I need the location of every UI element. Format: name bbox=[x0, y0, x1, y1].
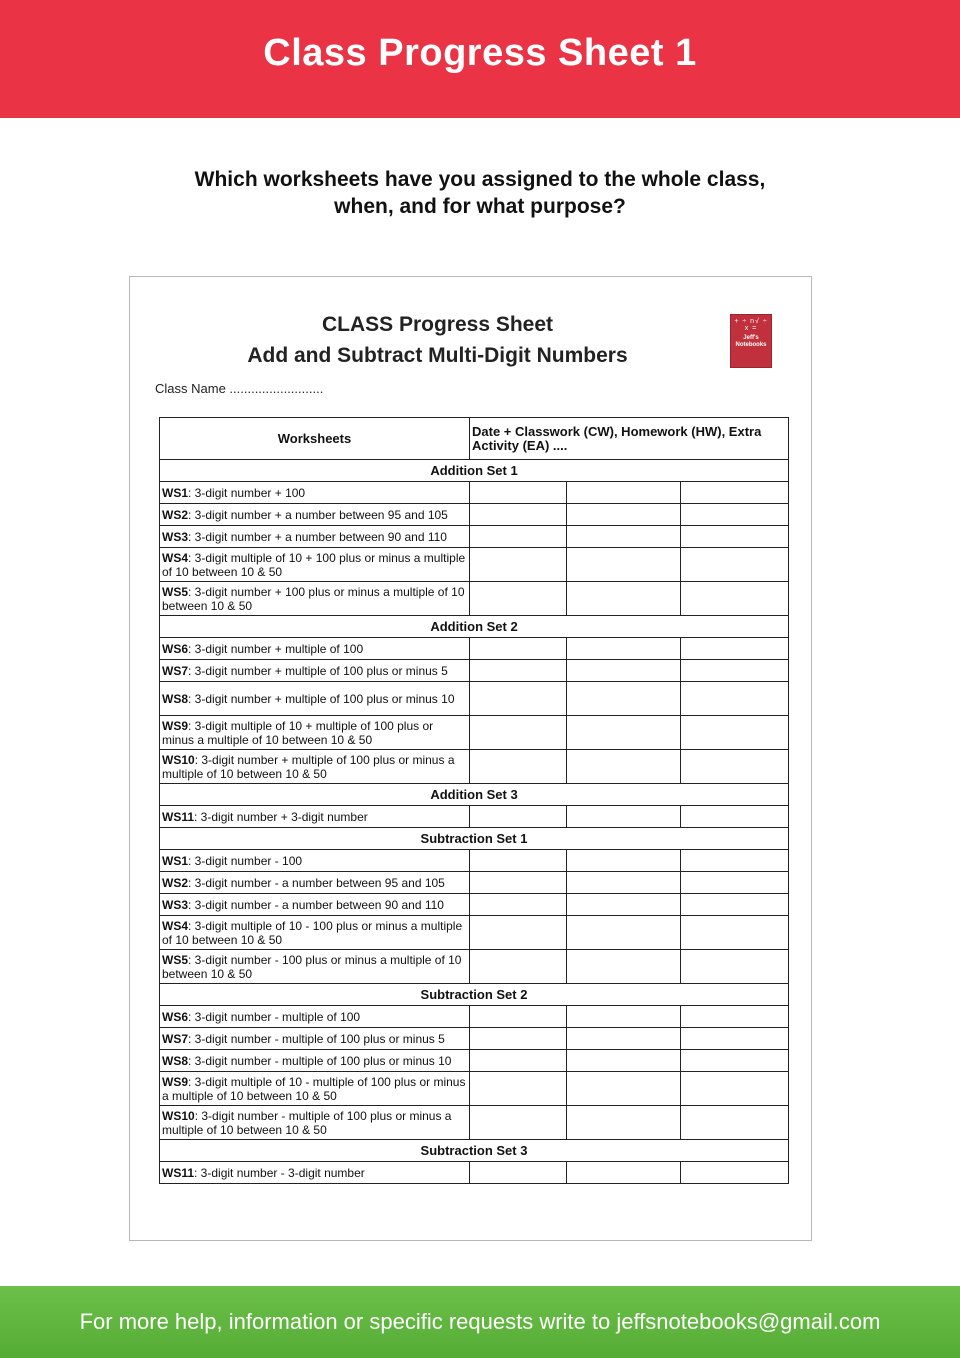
date-entry-cell[interactable] bbox=[567, 660, 681, 682]
worksheet-code: WS5 bbox=[162, 584, 189, 599]
worksheet-description bbox=[160, 1050, 470, 1072]
table-row bbox=[160, 526, 789, 548]
date-entry-cell[interactable] bbox=[681, 482, 789, 504]
date-entry-cell[interactable] bbox=[681, 1006, 789, 1028]
top-banner bbox=[0, 0, 960, 118]
date-entry-cell[interactable] bbox=[470, 950, 567, 984]
progress-sheet bbox=[129, 276, 812, 1241]
worksheets-column-header: Worksheets bbox=[160, 418, 470, 460]
section-header-row bbox=[160, 784, 789, 806]
date-entry-cell[interactable] bbox=[567, 1028, 681, 1050]
sheet-subtitle: Add and Subtract Multi-Digit Numbers bbox=[247, 344, 628, 367]
date-entry-cell[interactable] bbox=[681, 526, 789, 548]
date-entry-cell[interactable] bbox=[567, 1006, 681, 1028]
date-entry-cell[interactable] bbox=[470, 1106, 567, 1140]
page-title: Class Progress Sheet 1 bbox=[263, 31, 697, 74]
worksheet-description bbox=[160, 1006, 470, 1028]
date-entry-cell[interactable] bbox=[567, 548, 681, 582]
worksheet-code: WS4 bbox=[162, 550, 189, 565]
date-entry-cell[interactable] bbox=[681, 1162, 789, 1184]
date-entry-cell[interactable] bbox=[567, 894, 681, 916]
worksheet-description bbox=[160, 916, 470, 950]
worksheet-code: WS1 bbox=[162, 485, 189, 500]
question-line-2: when, and for what purpose? bbox=[334, 195, 626, 218]
date-entry-cell[interactable] bbox=[681, 1028, 789, 1050]
worksheet-description bbox=[160, 750, 470, 784]
date-entry-cell[interactable] bbox=[470, 682, 567, 716]
date-entry-cell[interactable] bbox=[681, 750, 789, 784]
date-entry-cell[interactable] bbox=[470, 850, 567, 872]
table-row bbox=[160, 1028, 789, 1050]
table-row bbox=[160, 660, 789, 682]
table-row bbox=[160, 716, 789, 750]
date-entry-cell[interactable] bbox=[567, 1072, 681, 1106]
date-entry-cell[interactable] bbox=[470, 1072, 567, 1106]
date-entry-cell[interactable] bbox=[681, 850, 789, 872]
date-entry-cell[interactable] bbox=[567, 716, 681, 750]
worksheet-code: WS2 bbox=[162, 875, 189, 890]
worksheet-code: WS10 bbox=[162, 1108, 195, 1123]
date-entry-cell[interactable] bbox=[470, 1050, 567, 1072]
worksheet-text: : 3-digit multiple of 10 + 100 plus or minus a multiple of 10 between 10 & 50 bbox=[162, 550, 466, 579]
table-row bbox=[160, 916, 789, 950]
table-row bbox=[160, 504, 789, 526]
logo-brand-text: Jeff's Notebooks bbox=[735, 335, 767, 348]
date-entry-cell[interactable] bbox=[567, 950, 681, 984]
table-row bbox=[160, 582, 789, 616]
date-entry-cell[interactable] bbox=[567, 526, 681, 548]
worksheet-code: WS2 bbox=[162, 507, 189, 522]
worksheet-text: : 3-digit number + multiple of 100 plus or minus 5 bbox=[188, 663, 448, 678]
date-entry-cell[interactable] bbox=[470, 806, 567, 828]
date-entry-cell[interactable] bbox=[470, 916, 567, 950]
table-row bbox=[160, 850, 789, 872]
date-entry-cell[interactable] bbox=[567, 682, 681, 716]
worksheet-description bbox=[160, 950, 470, 984]
date-entry-cell[interactable] bbox=[470, 872, 567, 894]
section-title: Subtraction Set 1 bbox=[160, 828, 789, 850]
worksheet-text: : 3-digit number - 100 bbox=[188, 853, 303, 868]
section-title: Subtraction Set 2 bbox=[160, 984, 789, 1006]
worksheet-description bbox=[160, 548, 470, 582]
date-entry-cell[interactable] bbox=[681, 638, 789, 660]
date-entry-cell[interactable] bbox=[470, 894, 567, 916]
worksheet-description bbox=[160, 1106, 470, 1140]
section-header-row bbox=[160, 616, 789, 638]
table-row bbox=[160, 1106, 789, 1140]
section-title: Addition Set 2 bbox=[160, 616, 789, 638]
date-entry-cell[interactable] bbox=[567, 1050, 681, 1072]
jeffs-notebooks-logo bbox=[730, 314, 772, 368]
worksheet-text: : 3-digit number + multiple of 100 bbox=[188, 641, 364, 656]
date-entry-cell[interactable] bbox=[681, 582, 789, 616]
worksheet-code: WS1 bbox=[162, 853, 189, 868]
table-row bbox=[160, 872, 789, 894]
date-entry-cell[interactable] bbox=[681, 1050, 789, 1072]
worksheet-description bbox=[160, 806, 470, 828]
date-entry-cell[interactable] bbox=[470, 750, 567, 784]
date-entry-cell[interactable] bbox=[567, 850, 681, 872]
date-entry-cell[interactable] bbox=[681, 660, 789, 682]
date-entry-cell[interactable] bbox=[567, 638, 681, 660]
date-entry-cell[interactable] bbox=[681, 504, 789, 526]
worksheet-text: : 3-digit number + 100 plus or minus a multiple of 10 between 10 & 50 bbox=[162, 584, 465, 613]
table-row bbox=[160, 548, 789, 582]
table-row bbox=[160, 950, 789, 984]
worksheet-code: WS6 bbox=[162, 641, 189, 656]
worksheet-text: : 3-digit multiple of 10 - 100 plus or minus a multiple of 10 between 10 & 50 bbox=[162, 918, 463, 947]
class-name-field: Class Name .......................... bbox=[155, 381, 324, 396]
table-row bbox=[160, 638, 789, 660]
date-entry-cell[interactable] bbox=[681, 682, 789, 716]
date-entry-cell[interactable] bbox=[470, 1028, 567, 1050]
worksheet-text: : 3-digit number - multiple of 100 plus or minus 5 bbox=[188, 1031, 445, 1046]
date-entry-cell[interactable] bbox=[567, 582, 681, 616]
worksheet-description bbox=[160, 1028, 470, 1050]
table-row bbox=[160, 1050, 789, 1072]
logo-math-symbols: + ÷ n√ ÷ x = bbox=[734, 318, 768, 332]
worksheet-text: : 3-digit number + 3-digit number bbox=[194, 809, 368, 824]
worksheet-description bbox=[160, 894, 470, 916]
worksheet-text: : 3-digit number - 100 plus or minus a multiple of 10 between 10 & 50 bbox=[162, 952, 462, 981]
worksheet-code: WS6 bbox=[162, 1009, 189, 1024]
worksheet-description bbox=[160, 504, 470, 526]
date-entry-cell[interactable] bbox=[681, 916, 789, 950]
section-title: Addition Set 3 bbox=[160, 784, 789, 806]
date-entry-cell[interactable] bbox=[681, 1072, 789, 1106]
worksheet-description bbox=[160, 638, 470, 660]
date-entry-cell[interactable] bbox=[567, 1162, 681, 1184]
worksheet-code: WS7 bbox=[162, 1031, 189, 1046]
worksheet-code: WS3 bbox=[162, 529, 189, 544]
worksheet-description bbox=[160, 582, 470, 616]
date-entry-cell[interactable] bbox=[567, 916, 681, 950]
date-entry-cell[interactable] bbox=[681, 806, 789, 828]
worksheet-text: : 3-digit number + 100 bbox=[188, 485, 306, 500]
date-entry-cell[interactable] bbox=[567, 482, 681, 504]
date-entry-cell[interactable] bbox=[567, 504, 681, 526]
footer-banner bbox=[0, 1286, 960, 1358]
section-title: Addition Set 1 bbox=[160, 460, 789, 482]
section-title: Subtraction Set 3 bbox=[160, 1140, 789, 1162]
worksheet-text: : 3-digit number - a number between 95 and 105 bbox=[188, 875, 445, 890]
worksheet-text: : 3-digit multiple of 10 + multiple of 100 plus or minus a multiple of 10 between 10 & 50 bbox=[162, 718, 434, 747]
section-header-row bbox=[160, 1140, 789, 1162]
table-row bbox=[160, 682, 789, 716]
worksheet-description bbox=[160, 660, 470, 682]
worksheet-description bbox=[160, 850, 470, 872]
worksheet-text: : 3-digit number + a number between 90 and 110 bbox=[188, 529, 447, 544]
date-entry-cell[interactable] bbox=[681, 1106, 789, 1140]
worksheet-code: WS7 bbox=[162, 663, 189, 678]
date-entry-cell[interactable] bbox=[470, 526, 567, 548]
date-entry-cell[interactable] bbox=[470, 1162, 567, 1184]
date-entry-cell[interactable] bbox=[470, 482, 567, 504]
worksheet-table bbox=[159, 417, 789, 1184]
worksheet-description bbox=[160, 716, 470, 750]
worksheet-code: WS8 bbox=[162, 1053, 189, 1068]
date-column-header: Date + Classwork (CW), Homework (HW), Extra Activity (EA) .... bbox=[470, 418, 789, 460]
date-entry-cell[interactable] bbox=[470, 504, 567, 526]
date-entry-cell[interactable] bbox=[681, 872, 789, 894]
date-entry-cell[interactable] bbox=[470, 1006, 567, 1028]
date-entry-cell[interactable] bbox=[681, 950, 789, 984]
table-row bbox=[160, 482, 789, 504]
worksheet-text: : 3-digit number + a number between 95 and 105 bbox=[188, 507, 448, 522]
worksheet-code: WS4 bbox=[162, 918, 189, 933]
table-row bbox=[160, 750, 789, 784]
date-entry-cell[interactable] bbox=[470, 716, 567, 750]
worksheet-description bbox=[160, 682, 470, 716]
worksheet-text: : 3-digit number - multiple of 100 plus or minus a multiple of 10 between 10 & 50 bbox=[162, 1108, 452, 1137]
worksheet-text: : 3-digit number - a number between 90 and 110 bbox=[188, 897, 444, 912]
date-entry-cell[interactable] bbox=[681, 894, 789, 916]
date-entry-cell[interactable] bbox=[681, 716, 789, 750]
table-row bbox=[160, 1072, 789, 1106]
worksheet-text: : 3-digit number - multiple of 100 bbox=[188, 1009, 361, 1024]
worksheet-text: : 3-digit multiple of 10 - multiple of 100 plus or minus a multiple of 10 between 10 & 50 bbox=[162, 1074, 466, 1103]
worksheet-code: WS5 bbox=[162, 952, 189, 967]
date-entry-cell[interactable] bbox=[470, 660, 567, 682]
date-entry-cell[interactable] bbox=[567, 872, 681, 894]
section-header-row bbox=[160, 984, 789, 1006]
date-entry-cell[interactable] bbox=[470, 638, 567, 660]
question-line-1: Which worksheets have you assigned to the whole class, bbox=[194, 168, 766, 191]
worksheet-code: WS11 bbox=[162, 809, 195, 824]
table-row bbox=[160, 894, 789, 916]
worksheet-code: WS3 bbox=[162, 897, 189, 912]
worksheet-code: WS10 bbox=[162, 752, 195, 767]
table-row bbox=[160, 806, 789, 828]
date-entry-cell[interactable] bbox=[567, 1106, 681, 1140]
worksheet-text: : 3-digit number + multiple of 100 plus or minus 10 bbox=[188, 691, 455, 706]
sheet-title: CLASS Progress Sheet bbox=[321, 313, 554, 336]
date-entry-cell[interactable] bbox=[567, 750, 681, 784]
worksheet-description bbox=[160, 872, 470, 894]
date-entry-cell[interactable] bbox=[567, 806, 681, 828]
section-header-row bbox=[160, 828, 789, 850]
question-text bbox=[0, 166, 960, 220]
date-entry-cell[interactable] bbox=[470, 548, 567, 582]
worksheet-description bbox=[160, 1072, 470, 1106]
footer-contact-text: For more help, information or specific requests write to jeffsnotebooks@gmail.com bbox=[79, 1309, 881, 1334]
worksheet-code: WS8 bbox=[162, 691, 189, 706]
table-row bbox=[160, 1162, 789, 1184]
section-header-row bbox=[160, 460, 789, 482]
worksheet-description bbox=[160, 1162, 470, 1184]
date-entry-cell[interactable] bbox=[470, 582, 567, 616]
date-entry-cell[interactable] bbox=[681, 548, 789, 582]
worksheet-code: WS9 bbox=[162, 1074, 189, 1089]
table-row bbox=[160, 1006, 789, 1028]
worksheet-code: WS9 bbox=[162, 718, 189, 733]
worksheet-text: : 3-digit number - 3-digit number bbox=[194, 1165, 365, 1180]
worksheet-description bbox=[160, 526, 470, 548]
worksheet-code: WS11 bbox=[162, 1165, 195, 1180]
worksheet-text: : 3-digit number + multiple of 100 plus or minus a multiple of 10 between 10 & 50 bbox=[162, 752, 455, 781]
worksheet-description bbox=[160, 482, 470, 504]
table-header-row bbox=[160, 418, 789, 460]
worksheet-text: : 3-digit number - multiple of 100 plus or minus 10 bbox=[188, 1053, 452, 1068]
